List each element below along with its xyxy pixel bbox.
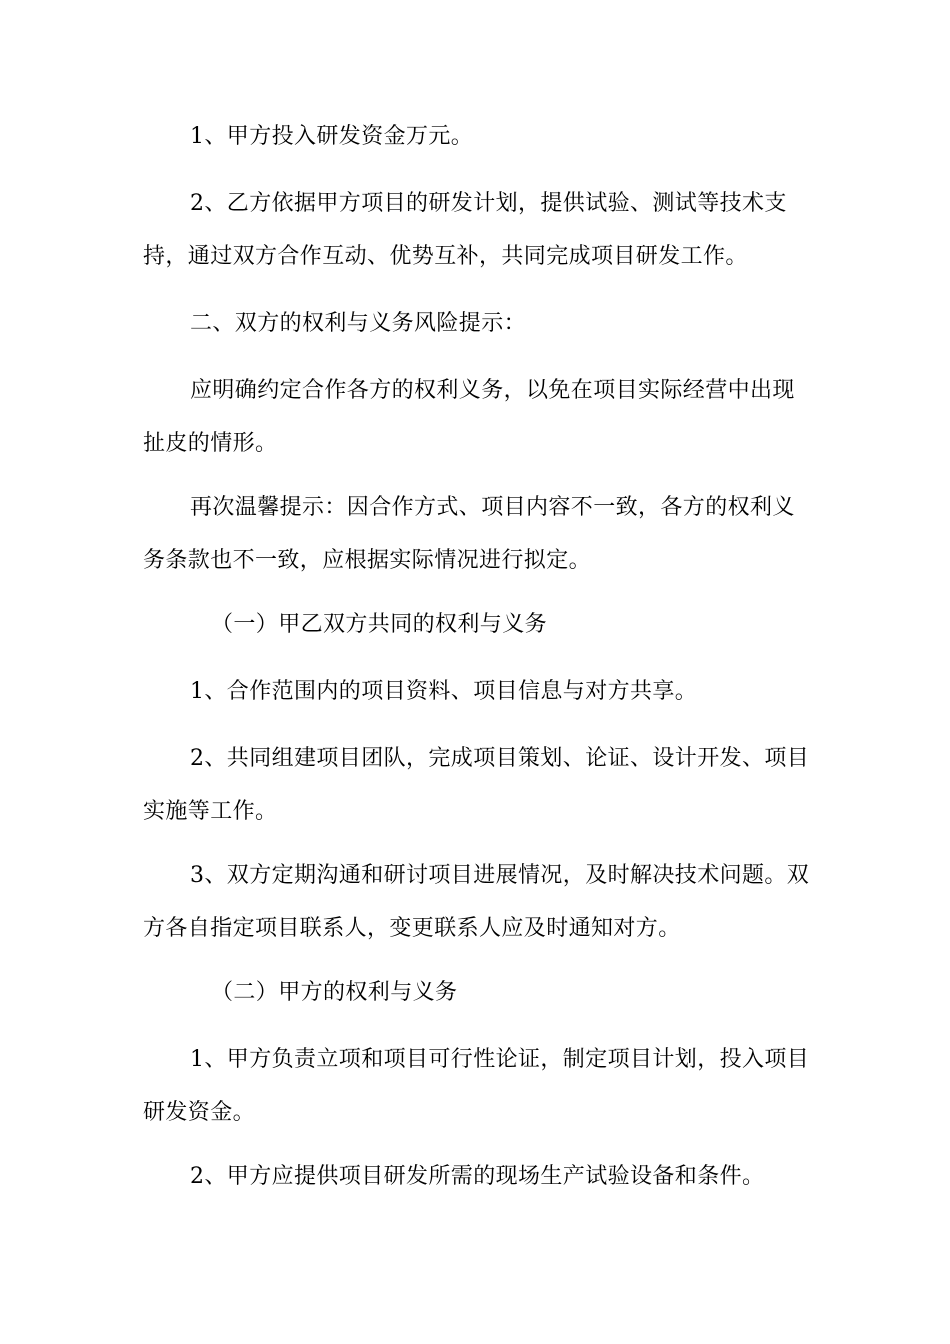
paragraph-funding: 1、甲方投入研发资金万元。: [190, 124, 474, 149]
paragraph-party-a-project: 1、甲方负责立项和项目可行性论证，制定项目计划，投入项目研发资金。: [143, 1047, 810, 1125]
paragraph-share-info: 1、合作范围内的项目资料、项目信息与对方共享。: [190, 679, 698, 704]
subheading-party-a-rights: （二）甲方的权利与义务: [211, 980, 458, 1005]
paragraph-build-team: 2、共同组建项目团队，完成项目策划、论证、设计开发、项目实施等工作。: [143, 746, 810, 824]
section-heading-rights-risk: 二、双方的权利与义务风险提示：: [190, 311, 527, 336]
paragraph-party-a-equipment: 2、甲方应提供项目研发所需的现场生产试验设备和条件。: [190, 1164, 765, 1189]
paragraph-party-b-support: 2、乙方依据甲方项目的研发计划，提供试验、测试等技术支持，通过双方合作互动、优势互补，共同完成项目研发工作。: [143, 191, 787, 269]
paragraph-define-rights: 应明确约定合作各方的权利义务，以免在项目实际经营中出现扯皮的情形。: [143, 378, 795, 456]
paragraph-communication: 3、双方定期沟通和研讨项目进展情况，及时解决技术问题。双方各自指定项目联系人，变更联系人应及时通知对方。: [143, 863, 810, 941]
subheading-common-rights: （一）甲乙双方共同的权利与义务: [211, 612, 548, 637]
paragraph-reminder: 再次温馨提示：因合作方式、项目内容不一致，各方的权利义务条款也不一致，应根据实际情况进行拟定。: [143, 495, 795, 573]
